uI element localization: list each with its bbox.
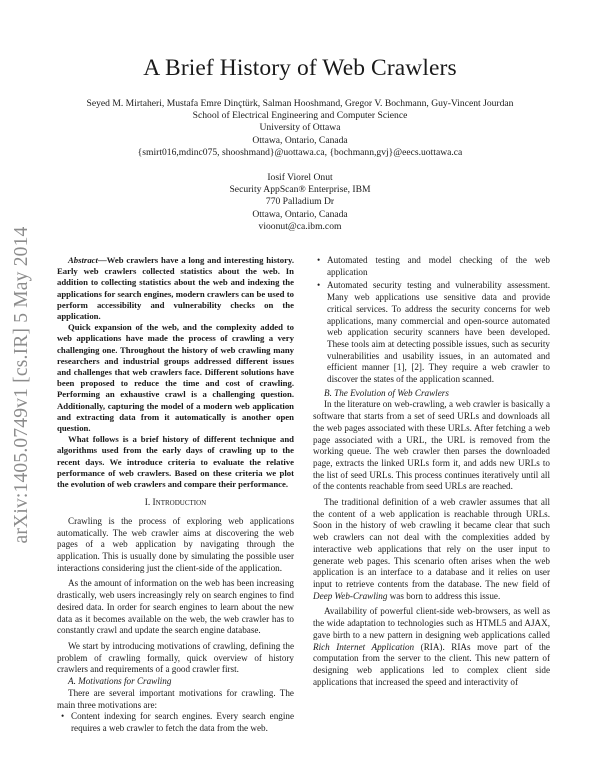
abstract-label: Abstract <box>68 255 98 265</box>
evolution-paragraph-2-tail: was born to address this issue. <box>387 590 501 601</box>
deep-web-crawling-term: Deep Web-Crawling <box>313 590 388 601</box>
list-item: • Automated security testing and vulnerability assessment. Many web applications use sensitive data and provide critical services. To address the security concerns for web applications, many commercial and open-source automated web application security scanners have been developed. These tools aim at detecting possible issues, such as security vulnerabilities and usability issues, in an automated and efficient manner [1], [2]. They require a web crawler to discover the states of the application scanned. <box>327 280 550 385</box>
intro-paragraph-4: There are several important motivations for crawling. The main three motivations are: <box>57 687 294 710</box>
evolution-paragraph-2-text: The traditional definition of a web crawler assumes that all the content of a web application is reachable through URLs. Soon in the history of web crawling it became clear that such web crawlers can not deal with the complexities added by interactive web applications that rely on the user input to generate web pages. This scenario often arises when the web application is an interface to a database and it relies on user input to retrieve contents from the database. The new field of <box>313 497 550 589</box>
second-author-city: Ottawa, Ontario, Canada <box>252 208 348 220</box>
list-item: • Automated testing and model checking of the web application <box>327 255 550 278</box>
author-block <box>0 98 600 159</box>
second-author-email: vioonut@ca.ibm.com <box>258 220 342 232</box>
subsection-heading-evolution: B. The Evolution of Web Crawlers <box>324 387 449 398</box>
motivation-list <box>57 711 294 734</box>
evolution-paragraph-3-tail: (RIA). RIAs move part of the computation from the server to the client. This new pattern of designing web applications led to complex client side applications that increased the speed and interactivity of <box>313 641 550 687</box>
section-heading-introduction: I. Introduction <box>144 498 207 509</box>
intro-paragraph-1: Crawling is the process of exploring web applications automatically. The web crawler aims at discovering the web pages of a web application by navigating through the application. This is usually done by simulating the possible user interactions considering just the client-side of the application. <box>57 515 294 573</box>
left-column <box>57 255 294 737</box>
affiliation-city: Ottawa, Ontario, Canada <box>252 134 348 146</box>
second-author-block <box>0 172 600 233</box>
second-author-name: Iosif Viorel Onut <box>267 172 333 183</box>
abstract-text-1: —Web crawlers have a long and interesting history. Early web crawlers collected statistics about the web. In addition to collecting statistics about the web and indexing the applications for search engines, modern crawlers can be used to perform accessibility and vulnerability checks on the application. <box>57 255 294 322</box>
affiliation-emails: {smirt016,mdinc075, shooshmand}@uottawa.ca, {bochmann,gvj}@eecs.uottawa.ca <box>137 146 463 158</box>
second-author-company: Security AppScan® Enterprise, IBM <box>229 184 371 196</box>
right-column <box>313 255 550 688</box>
abstract <box>57 255 294 490</box>
evolution-paragraph-2 <box>313 497 550 602</box>
arxiv-stamp-text: arXiv:1405.0749v1 [cs.IR] 5 May 2014 <box>11 226 32 544</box>
abstract-paragraph-1 <box>57 255 294 322</box>
author-list: Seyed M. Mirtaheri, Mustafa Emre Dinçtürk, Salman Hooshmand, Gregor V. Bochmann, Guy-Vincent Jourdan <box>86 98 514 109</box>
subsection-heading-motivations: A. Motivations for Crawling <box>68 676 172 687</box>
paper-title: A Brief History of Web Crawlers <box>143 55 457 81</box>
affiliation-dept: School of Electrical Engineering and Computer Science <box>192 110 408 122</box>
ria-term: Rich Internet Application <box>313 641 415 652</box>
intro-paragraph-3: We start by introducing motivations of crawling, defining the problem of crawling formally, quick overview of history crawlers and requirements of a good crawler first. <box>57 641 294 675</box>
abstract-paragraph-2: Quick expansion of the web, and the complexity added to web applications have made the process of crawling a very challenging one. Throughout the history of web crawling many researchers and industrial groups addressed different issues and challenges that web crawlers face. Different solutions have been proposed to reduce the time and cost of crawling. Performing an exhaustive crawl is a challenging question. Additionally, capturing the model of a modern web application and extracting data from it automatically is another open question. <box>57 322 294 434</box>
evolution-paragraph-3-text: Availability of powerful client-side web-browsers, as well as the wide adaptation to technologies such as HTML5 and AJAX, gave birth to a new pattern in designing web applications called <box>313 606 550 640</box>
evolution-paragraph-1: In the literature on web-crawling, a web crawler is basically a software that starts from a set of seed URLs and downloads all the web pages associated with these URLs. After fetching a web page associated with a URL, the URL is removed from the working queue. The web crawler then parses the downloaded page, extracts the linked URLs form it, and adds new URLs to the list of seed URLs. This process continues iteratively until all of the contents reachable from seed URLs are reached. <box>313 399 550 492</box>
arxiv-identifier-stamp <box>2 200 42 570</box>
second-author-street: 770 Palladium Dr <box>265 196 335 208</box>
list-item: • Content indexing for search engines. Every search engine requires a web crawler to fetch the data from the web. <box>71 711 294 734</box>
evolution-paragraph-3 <box>313 606 550 688</box>
affiliation-university: University of Ottawa <box>259 122 341 134</box>
intro-paragraph-2: As the amount of information on the web has been increasing drastically, web users increasingly rely on search engines to find desired data. In order for search engines to learn about the new data as it becomes available on the web, the web crawler has to constantly crawl and update the search engine database. <box>57 578 294 636</box>
abstract-paragraph-3: What follows is a brief history of different technique and algorithms used from the early days of crawling up to the recent days. We introduce criteria to evaluate the relative performance of web crawlers. Based on these criteria we plot the evolution of web crawlers and compare their performance. <box>57 434 294 490</box>
motivation-list-continued <box>313 255 550 386</box>
